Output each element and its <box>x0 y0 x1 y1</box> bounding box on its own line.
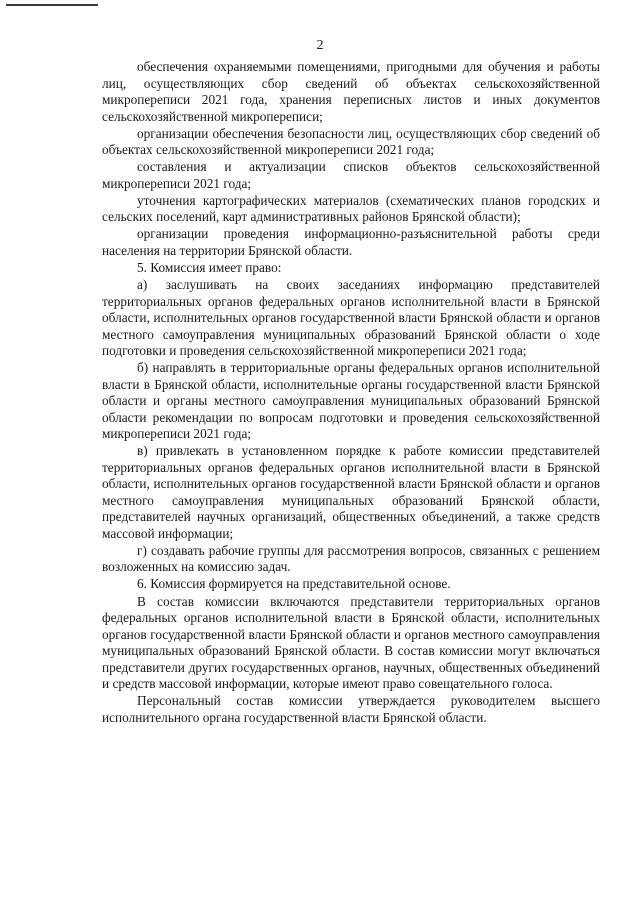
paragraph-object-lists: составления и актуализации списков объектов сельскохозяйственной микропереписи 2021 года; <box>102 159 600 191</box>
paragraph-commission-composition: В состав комиссии включаются представители территориальных органов федеральных органов исполнительной власти в Брянской области, исполнительных органов государственной власти Брянской области и органов местного самоуправления муниципальных образований Брянской области. В состав комиссии могут включаться представители других государственных органов, научных, общественных объединений и средств массовой информации, которые имеют право совещательного голоса. <box>102 593 600 692</box>
paragraph-premises-provision: обеспечения охраняемыми помещениями, пригодными для обучения и работы лиц, осуществляющих сбор сведений об объектах сельскохозяйственной микропереписи 2021 года, хранения переписных листов и иных документов сельскохозяйственной микропереписи; <box>102 59 600 124</box>
paragraph-5d: г) создавать рабочие группы для рассмотрения вопросов, связанных с решением возложенных на комиссию задач. <box>102 542 600 575</box>
paragraph-cartographic-materials: уточнения картографических материалов (схематических планов городских и сельских поселений, карт административных районов Брянской области); <box>102 192 600 225</box>
document-body <box>102 59 600 727</box>
page-number: 2 <box>316 38 324 53</box>
paragraph-security-organization: организации обеспечения безопасности лиц, осуществляющих сбор сведений об объектах сельскохозяйственной микропереписи 2021 года; <box>102 125 600 158</box>
paragraph-5b: б) направлять в территориальные органы федеральных органов исполнительной власти в Брянской области, исполнительные органы государственной власти Брянской области и органы местного самоуправления муниципальных образований Брянской области рекомендации по вопросам подготовки и проведения сельскохозяйственной микропереписи 2021 года; <box>102 360 600 442</box>
paragraph-5a: а) заслушивать на своих заседаниях информацию представителей территориальных органов федеральных органов исполнительной власти в Брянской области, исполнительных органов государственной власти Брянской области и органов местного самоуправления муниципальных образований Брянской области о ходе подготовки и проведения сельскохозяйственной микропереписи 2021 года; <box>102 277 600 359</box>
paragraph-personal-composition: Персональный состав комиссии утверждается руководителем высшего исполнительного органа государственной власти Брянской области. <box>102 693 600 725</box>
section-6-heading: 6. Комиссия формируется на представительной основе. <box>137 576 451 592</box>
section-5-heading: 5. Комиссия имеет право: <box>137 259 282 275</box>
paragraph-5c: в) привлекать в установленном порядке к работе комиссии представителей территориальных органов федеральных органов исполнительной власти в Брянской области, исполнительных органов государственной власти Брянской области и органов местного самоуправления муниципальных образований Брянской области, представителей научных организаций, общественных объединений, а также средств массовой информации; <box>102 443 600 541</box>
top-edge-rule <box>6 4 98 6</box>
paragraph-information-campaign: организации проведения информационно-разъяснительной работы среди населения на территории Брянской области. <box>102 226 600 258</box>
